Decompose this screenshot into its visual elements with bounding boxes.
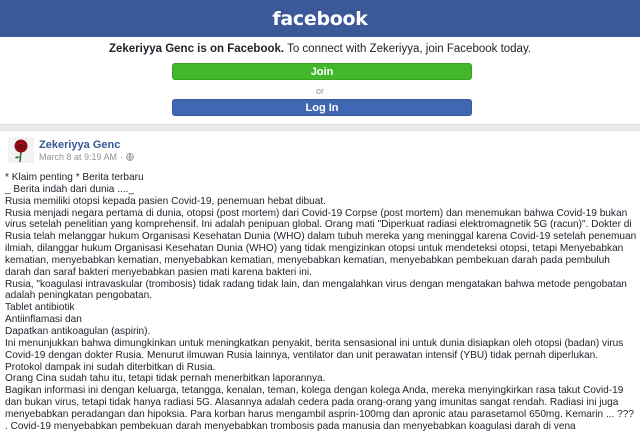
avatar[interactable] bbox=[8, 137, 34, 163]
facebook-logo[interactable]: facebook bbox=[272, 7, 368, 30]
globe-icon bbox=[126, 153, 134, 161]
top-bar bbox=[0, 0, 640, 37]
post-paragraph: Rusia, "koagulasi intravaskular (trombosis) tidak radang tidak lain, dan mengalahkan virus dengan mengatakan bahwa metode pengobatan adalah peningkatan pengobatan. bbox=[5, 278, 627, 302]
post-line: Dapatkan antikoagulan (aspirin). bbox=[5, 325, 151, 337]
post-line: Rusia memiliki otopsi kepada pasien Covid-19, penemuan hebat dibuat. bbox=[5, 195, 326, 207]
post-card bbox=[0, 130, 640, 433]
post-paragraph: Bagikan informasi ini dengan keluarga, tetangga, kenalan, teman, kolega dengan kolega Anda, mereka menyingkirkan rasa takut Covid-19 dan bukan virus, tetapi tidak hanya radiasi 5G. Alasannya adalah cedera pada orang-orang yang imunitas sangat rendah. Radiasi ini juga menyebabkan peradangan dan hipoksia. Para korban harus mengambil asprin-100mg dan apronic atau parasetamol 650mg. Kemarin ... ??? . Covid-19 menyebabkan pembekuan darah menyebabkan trombosis pada manusia dan menyebabkan koagulasi darah di vena bbox=[5, 385, 635, 432]
post-meta bbox=[39, 152, 134, 162]
login-button[interactable]: Log In bbox=[172, 99, 472, 116]
banner-on-facebook: is on Facebook. bbox=[193, 43, 285, 55]
post-line: Antiinflamasi dan bbox=[5, 314, 82, 326]
rose-avatar-image bbox=[8, 137, 34, 163]
post-paragraph: Rusia menjadi negara pertama di dunia, otopsi (post mortem) dari Covid-19 Corpse (post mortem) dan menemukan bahwa Covid-19 bukan virus setelah penelitian yang komprehensif. Ini adalah penipuan global. Orang mati "Diperkuat radiasi elektromagnetik 5G (racun)". Dokter di Rusia telah melanggar hukum Organisasi Kesehatan Dunia (WHO) dalam tubuh mereka yang meninggal karena Covid-19 setelah penemuan ilmiah, dilanggar hukum Organisasi Kesehatan Dunia (WHO) yang tidak mengizinkan otopsi untuk mendeteksi otopsi, tetapi Menyebabkan kematian, menyebabkan kematian, menyebabkan kematian, menyebabkan kematian, menyebabkan pembekuan darah pada pembuluh darah dan saraf bakteri menyebabkan pasien mati karena bakteri ini. bbox=[5, 207, 637, 278]
post-line: Orang Cina sudah tahu itu, tetapi tidak pernah menerbitkan laporannya. bbox=[5, 373, 326, 385]
post-line: * Klaim penting * Berita terbaru bbox=[5, 172, 144, 183]
join-banner bbox=[0, 37, 640, 125]
post-timestamp[interactable]: March 8 at 9:19 AM bbox=[39, 152, 118, 162]
meta-separator: · bbox=[120, 152, 124, 162]
post-author[interactable]: Zekeriyya Genc bbox=[39, 139, 121, 151]
join-button[interactable]: Join bbox=[172, 63, 472, 80]
banner-cta-text: To connect with Zekeriyya, join Facebook today. bbox=[284, 43, 532, 55]
post-body bbox=[5, 172, 637, 433]
or-divider: or bbox=[315, 86, 324, 96]
post-paragraph: Ini menunjukkan bahwa dimungkinkan untuk meningkatkan penyakit, berita sensasional ini untuk dunia disiapkan oleh otopsi (badan) virus Covid-19 dengan dokter Rusia. Menurut ilmuwan Rusia lainnya, ventilator dan unit perawatan intensif (YBU) tidak pernah diperlukan. Protokol dampak ini sudah diterbitkan di Rusia. bbox=[5, 337, 624, 373]
post-line: _ Berita indah dari dunia ...._ bbox=[5, 183, 135, 195]
banner-profile-name: Zekeriyya Genc bbox=[108, 43, 194, 55]
join-prompt bbox=[0, 43, 640, 55]
post-line: Tablet antibiotik bbox=[5, 302, 75, 314]
